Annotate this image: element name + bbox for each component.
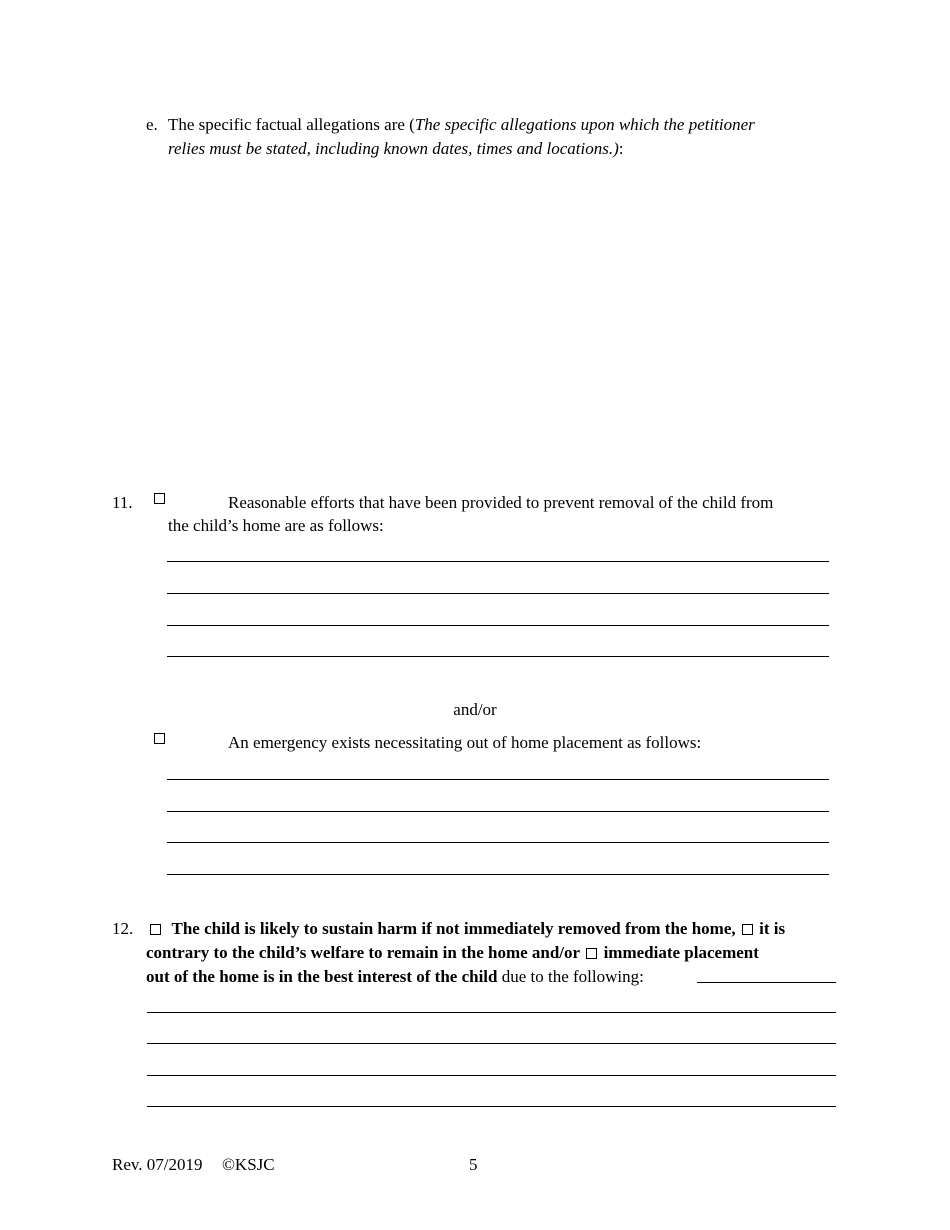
reasonable-efforts-checkbox[interactable] bbox=[154, 493, 165, 504]
contrary-welfare-checkbox[interactable] bbox=[742, 924, 753, 935]
reasonable-efforts-blank-line[interactable] bbox=[167, 561, 829, 562]
likely-harm-checkbox[interactable] bbox=[150, 924, 161, 935]
harm-reason-blank-line[interactable] bbox=[147, 1012, 836, 1013]
reasonable-efforts-blank-line[interactable] bbox=[167, 593, 829, 594]
item-12-line3: out of the home is in the best interest of the child due to the following: bbox=[146, 967, 644, 986]
harm-reason-blank-line[interactable] bbox=[147, 1043, 836, 1044]
harm-reason-blank-line[interactable] bbox=[697, 982, 836, 983]
and-or-connector: and/or bbox=[453, 700, 497, 719]
harm-reason-blank-line[interactable] bbox=[147, 1106, 836, 1107]
emergency-blank-line[interactable] bbox=[167, 842, 829, 843]
item-e-line1: The specific factual allegations are (The specific allegations upon which the petitioner bbox=[168, 115, 755, 134]
item-11-number: 11. bbox=[112, 493, 133, 512]
item-e-line2: relies must be stated, including known dates, times and locations.): bbox=[168, 139, 624, 158]
item-11-text-line2: the child’s home are as follows: bbox=[168, 516, 384, 535]
item-12-line1: The child is likely to sustain harm if not immediately removed from the home, it is bbox=[148, 917, 785, 941]
emergency-blank-line[interactable] bbox=[167, 811, 829, 812]
item-e-label: e. bbox=[146, 115, 158, 134]
harm-reason-blank-line[interactable] bbox=[147, 1075, 836, 1076]
item-11-text-line1: Reasonable efforts that have been provided to prevent removal of the child from bbox=[228, 493, 774, 512]
footer-revision: Rev. 07/2019 bbox=[112, 1155, 203, 1174]
emergency-checkbox[interactable] bbox=[154, 733, 165, 744]
page-number: 5 bbox=[469, 1155, 478, 1174]
footer-copyright: ©KSJC bbox=[222, 1155, 275, 1174]
item-12-line2: contrary to the child’s welfare to remain in the home and/or immediate placement bbox=[146, 943, 759, 962]
emergency-blank-line[interactable] bbox=[167, 874, 829, 875]
allegations-blank-area[interactable] bbox=[168, 170, 828, 470]
best-interest-checkbox[interactable] bbox=[586, 948, 597, 959]
reasonable-efforts-blank-line[interactable] bbox=[167, 625, 829, 626]
item-12-number: 12. bbox=[112, 919, 134, 938]
emergency-blank-line[interactable] bbox=[167, 779, 829, 780]
reasonable-efforts-blank-line[interactable] bbox=[167, 656, 829, 657]
emergency-text: An emergency exists necessitating out of home placement as follows: bbox=[228, 733, 702, 752]
